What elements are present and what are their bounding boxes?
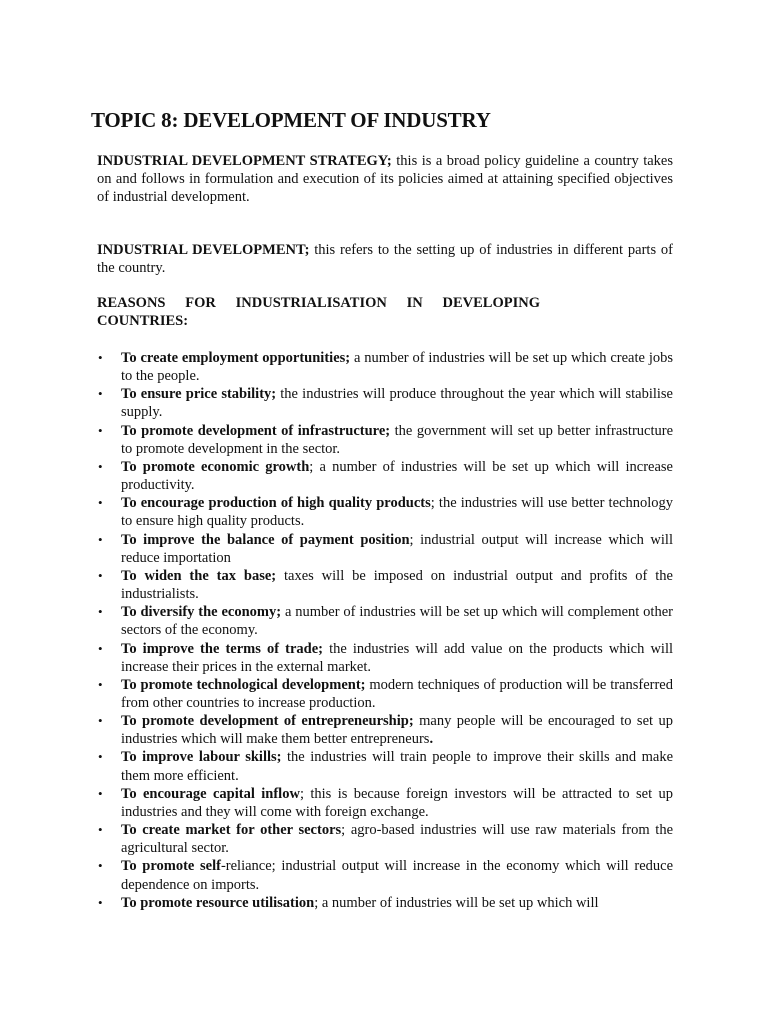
list-item [97,531,673,567]
reason-title: To create employment opportunities; [121,350,351,366]
bullet-icon: • [98,531,103,547]
section-heading-line: COUNTRIES: [97,313,189,329]
bullet-icon: • [98,604,103,620]
definition-text: this refers to the setting up of industries in different parts of the country. [97,242,673,276]
reason-text: the industries will produce throughout the year which will stabilise supply. [121,386,673,421]
bullet-icon: • [98,495,103,511]
reason-text: a number of industries will be set up which will complement other sectors of the economy. [121,604,673,639]
bullet-icon: • [98,567,103,583]
list-item [97,676,673,712]
reason-text: ; this is because foreign investors will be attracted to set up industries and they will come with foreign exchange. [121,785,673,820]
reason-text: the industries will add value on the products which will increase their prices in the external market. [121,640,673,675]
bullet-icon: • [98,458,103,474]
bullet-icon: • [98,422,103,438]
reason-title: To diversify the economy; [121,604,282,621]
reason-text: ; agro-based industries will use raw materials from the agricultural sector. [121,822,674,857]
reason-title: To promote resource utilisation [121,894,315,911]
reason-text: the industries will train people to improve their skills and make them more efficient. [121,749,674,784]
definition-term: INDUSTRIAL DEVELOPMENT STRATEGY; [97,153,392,169]
reason-text: the government will set up better infrastructure to promote development in the sector. [121,422,674,457]
reason-title: To improve labour skills; [121,749,282,766]
bullet-icon: • [98,350,103,365]
reason-text: many people will be encouraged to set up industries which will make them better entrepreneurs [121,713,673,748]
bullet-icon: • [98,822,103,838]
bullet-icon: • [98,640,103,656]
reason-title: To create market for other sectors [121,822,342,839]
reason-text: modern techniques of production will be transferred from other countries to increase production. [121,676,673,711]
list-item [97,785,673,821]
reason-title: To improve the balance of payment position [121,531,410,548]
section-heading-line: REASONS FOR INDUSTRIALISATION IN DEVELOPING [97,295,540,311]
reasons-list [97,349,673,912]
list-item [97,422,673,458]
list-item [97,385,673,421]
definition-paragraph [97,241,673,277]
reason-title: To promote technological development; [121,676,366,693]
reason-title: To encourage production of high quality products [121,495,431,512]
bullet-icon: • [98,713,103,729]
reason-text: ; a number of industries will be set up which will [314,894,599,911]
reason-title: To promote development of infrastructure; [121,422,391,439]
list-item [97,748,673,784]
reason-title: To ensure price stability; [121,386,277,403]
bullet-icon: • [98,676,103,692]
section-heading [97,294,540,330]
list-item [97,494,673,530]
list-item [97,640,673,676]
list-item [97,567,673,603]
reason-tail: . [429,731,434,748]
reason-text: ; a number of industries will be set up which will increase productivity. [121,458,673,494]
bullet-icon: • [98,749,103,765]
reason-title: To widen the tax base; [121,567,277,584]
reason-title: To promote economic growth [121,458,310,475]
list-item [97,894,673,912]
bullet-icon: • [98,386,103,402]
reason-title: To encourage capital inflow [121,785,300,802]
list-item [97,458,673,494]
list-item [97,603,673,639]
bullet-icon: • [98,858,103,874]
list-item [97,857,673,893]
reason-title: To improve the terms of trade; [121,640,323,657]
definition-text: this is a broad policy guideline a country takes on and follows in formulation and execution of its policies aimed at attaining specified objectives of industrial development. [97,153,673,205]
definition-term: INDUSTRIAL DEVELOPMENT; [97,242,310,258]
list-item [97,349,673,385]
reason-text: -reliance; industrial output will increase in the economy which will reduce dependence on imports. [121,858,674,893]
list-item [97,712,673,748]
reason-text: a number of industries will be set up which create jobs to the people. [121,350,673,385]
reason-text: ; the industries will use better technology to ensure high quality products. [121,495,673,530]
reason-text: taxes will be imposed on industrial output and profits of the industrialists. [121,567,673,603]
definition-paragraph [97,152,673,206]
reason-title: To promote self [121,858,221,875]
reason-title: To promote development of entrepreneurship; [121,713,414,730]
bullet-icon: • [98,785,103,801]
bullet-icon: • [98,894,103,910]
list-item [97,821,673,857]
reason-text: ; industrial output will increase which will reduce importation [121,531,673,566]
page-title: TOPIC 8: DEVELOPMENT OF INDUSTRY [91,108,491,132]
